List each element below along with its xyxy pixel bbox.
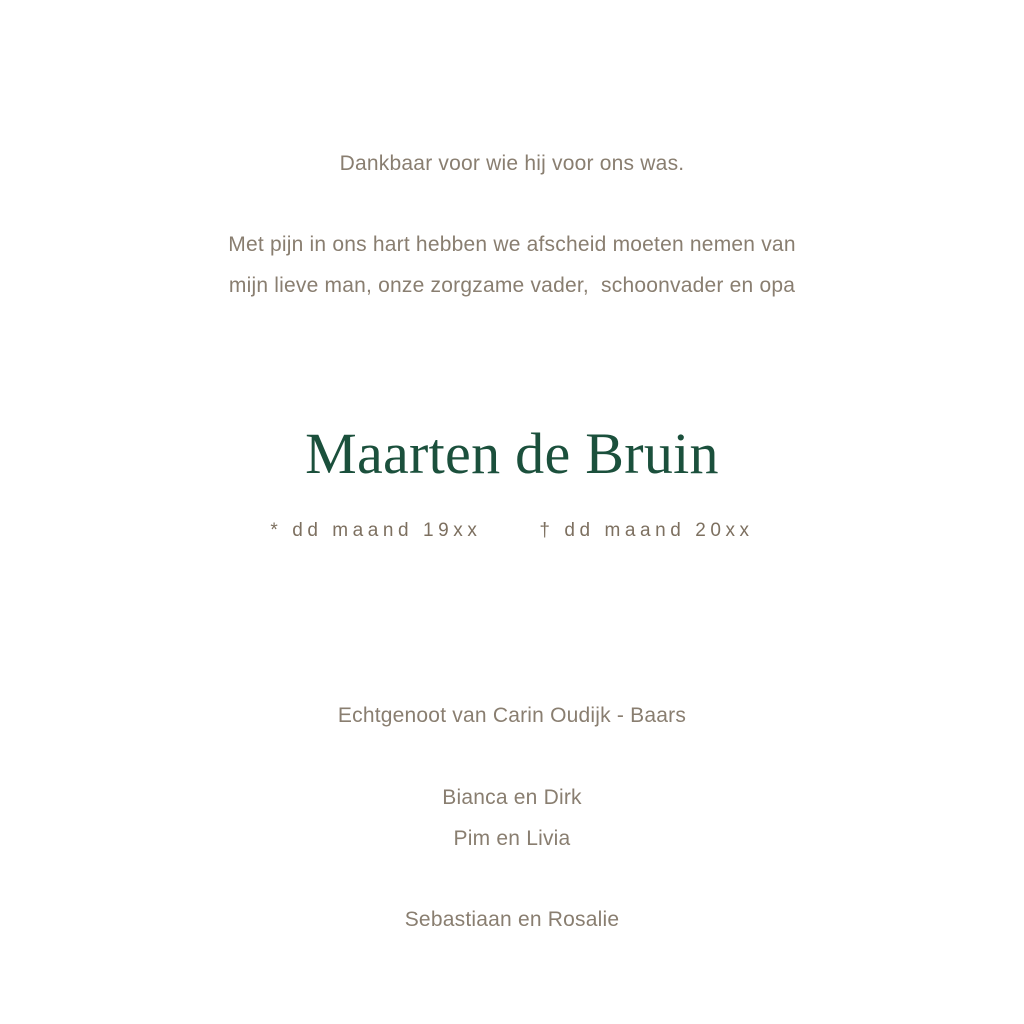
family-line: Pim en Livia bbox=[453, 827, 571, 850]
opening-line: Dankbaar voor wie hij voor ons was. bbox=[339, 152, 685, 175]
intro-line-2: mijn lieve man, onze zorgzame vader, schoonvader en opa bbox=[228, 274, 796, 297]
spouse-line: Echtgenoot van Carin Oudijk - Baars bbox=[337, 704, 687, 727]
family-line: Sebastiaan en Rosalie bbox=[404, 908, 620, 931]
life-dates bbox=[0, 520, 1024, 542]
birth-date: * dd maand 19xx bbox=[270, 520, 482, 541]
deceased-name: Maarten de Bruin bbox=[305, 421, 719, 486]
family-line: Bianca en Dirk bbox=[442, 786, 582, 809]
death-date: † dd maand 20xx bbox=[539, 520, 754, 541]
intro-line-1: Met pijn in ons hart hebben we afscheid moeten nemen van bbox=[228, 233, 796, 256]
